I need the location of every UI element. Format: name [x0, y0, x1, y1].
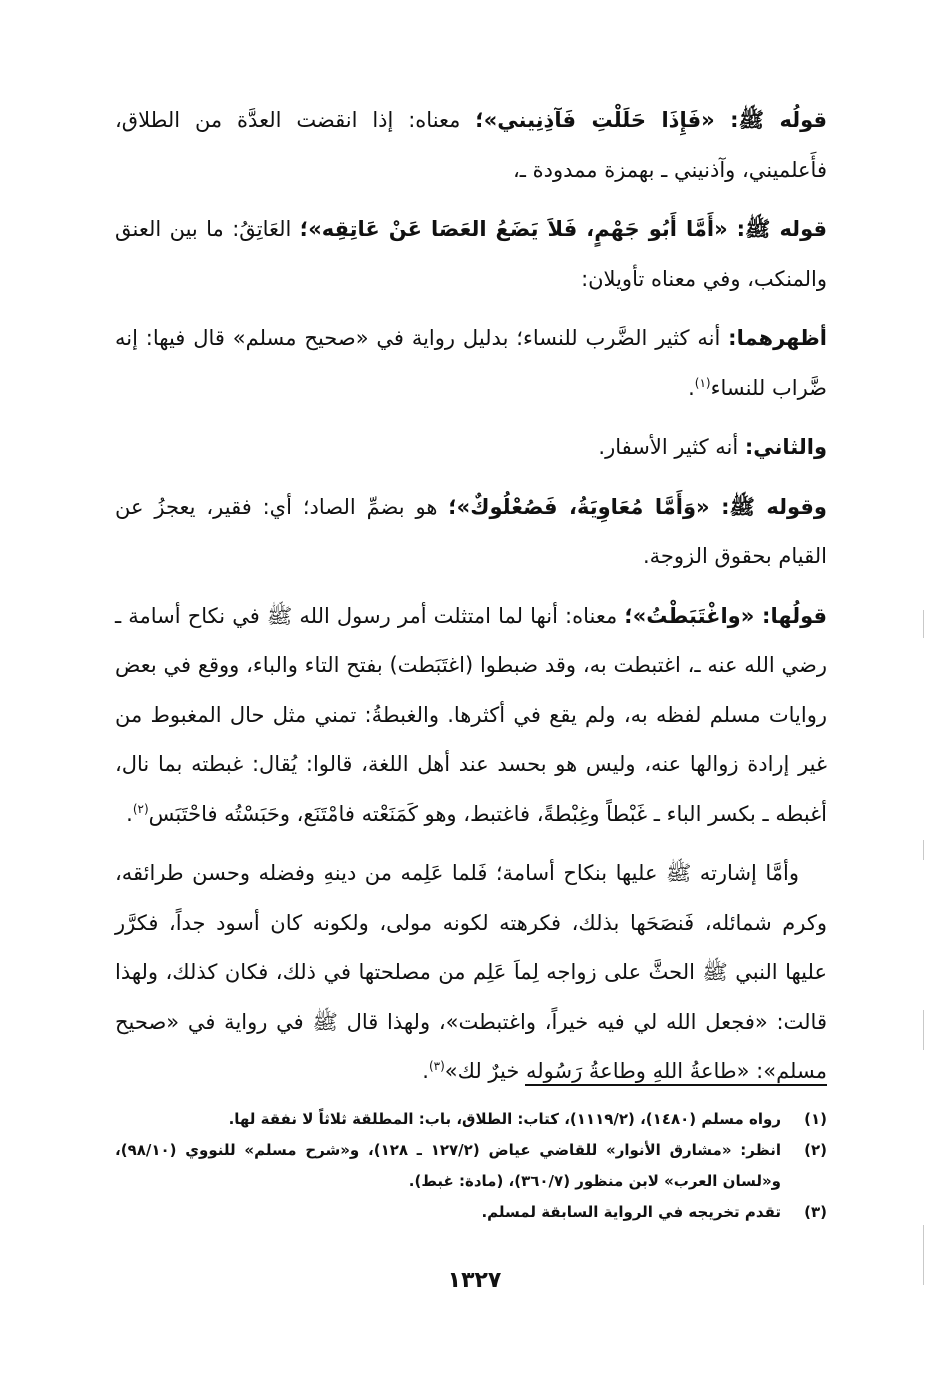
paragraph-6-tail: . — [126, 801, 133, 826]
scan-edge-mark — [923, 610, 924, 638]
footnote-3-text: تقدم تخريجه في الرواية السابقة لمسلم. — [481, 1203, 781, 1221]
page-number: ١٣٢٧ — [447, 1268, 502, 1293]
paragraph-3-lead: أظهرهما: — [728, 326, 827, 350]
footnote-1-number: (١) — [804, 1110, 827, 1128]
paragraph-3-tail: . — [688, 375, 695, 400]
footnotes — [115, 1104, 827, 1228]
paragraph-6-text: معناه: أنها لما امتثلت أمر رسول الله ﷺ في نكاح أسامة ـ رضي الله عنه ـ، اغتبطت به، وقد ضبطوا (اغتَبَطت) بفتح التاء والباء، ووقع في بعض روايات مسلم لفظه به، ولم يقع في أكثرها. والغبطةُ: تمني مثل حال المغبوط من غير إرادة زوالها عنه، وليس هو بحسد عند أهل اللغة، قالوا: يُقال: غبطته بما نال، أغبطه ـ بكسر الباء ـ غَبْطاً وغِبْطةً، فاغتبط، وهو كَمَنَعْته فامْتَنَع، وحَبَسْتُه فاحْتَبَس — [115, 603, 827, 826]
paragraph-7-tail: . — [422, 1059, 429, 1083]
footnote-2-text: انظر: «مشارق الأنوار» للقاضي عياض (١٢٧/٢ ـ ١٢٨)، و«شرح مسلم» للنووي (٩٨/١٠)، و«لسان العرب» لابن منظور (٣٦٠/٧)، (مادة: غبط). — [115, 1141, 782, 1190]
footnote-separator — [525, 1084, 827, 1086]
paragraph-7 — [115, 849, 827, 1097]
paragraph-6-lead: قولُها: «واغْتَبَطْتُ»؛ — [624, 603, 827, 628]
paragraph-3-text: أنه كثير الضَّرب للنساء؛ بدليل رواية في «صحيح مسلم» قال فيها: إنه ضَّراب للنساء — [115, 326, 827, 400]
scan-edge-mark — [923, 840, 924, 860]
footnote-3 — [115, 1197, 827, 1228]
paragraph-5 — [115, 483, 827, 582]
paragraph-4-text: أنه كثير الأسفار. — [598, 435, 745, 459]
paragraph-5-text: هو بضمِّ الصاد؛ أي: فقير، يعجزُ عن القيام بحقوق الزوجة. — [115, 494, 827, 568]
footnote-2-number: (٢) — [804, 1141, 827, 1159]
footnote-1-text: رواه مسلم (١٤٨٠)، (١١١٩/٢)، كتاب: الطلاق، باب: المطلقة ثلاثاً لا نفقة لها. — [228, 1110, 781, 1128]
paragraph-3 — [115, 314, 827, 413]
footnote-3-number: (٣) — [804, 1203, 827, 1221]
paragraph-1-lead: قولُه ﷺ: «فَإِذَا حَلَلْتِ فَآذِنِيني»؛ — [475, 108, 827, 132]
paragraph-4-lead: والثاني: — [744, 435, 827, 459]
paragraph-2 — [115, 205, 827, 304]
footnote-ref-2: (٢) — [132, 801, 149, 816]
footnote-ref-3: (٣) — [428, 1059, 445, 1073]
paragraph-2-lead: قوله ﷺ: «أَمَّا أَبُو جَهْمٍ، فَلاَ يَضَعُ العَصَا عَنْ عَاتِقِه»؛ — [299, 217, 827, 241]
footnote-2 — [115, 1135, 827, 1197]
paragraph-1 — [115, 96, 827, 195]
paragraph-1-text: معناه: إذا انقضت العدَّة من الطلاق، فأَعلميني، وآذنيني ـ بهمزة ممدودة ـ، — [115, 108, 827, 182]
main-text — [115, 96, 827, 1107]
scan-edge-mark — [923, 1010, 924, 1050]
paragraph-5-lead: وقوله ﷺ: «وَأَمَّا مُعَاوِيَةُ، فَصُعْلُوكٌ»؛ — [448, 494, 827, 519]
footnote-1 — [115, 1104, 827, 1135]
paragraph-4 — [115, 423, 827, 473]
paragraph-6 — [115, 592, 827, 840]
scan-edge-mark — [923, 1225, 924, 1285]
footnote-ref-1: (١) — [694, 375, 711, 390]
paragraph-7-text: وأمَّا إشارته ﷺ عليها بنكاح أسامة؛ فَلما عَلِمه من دينهِ وفضله وحسن طرائقه، وكرم شمائله، فَنصَحَها بذلك، فكرهته لكونه مولى، ولكونه كان أسود جداً، فكرَّر عليها النبي ﷺ الحثَّ على زواجه لِماَ عَلِم من مصلحتها في ذلك، فكان كذلك، ولهذا قالت: «فجعل الله لي فيه خيراً، واغتبطت»، ولهذا قال ﷺ في رواية في «صحيح مسلم»: «طاعةُ اللهِ وطاعةُ رَسُوله خيرٌ لك» — [115, 861, 827, 1083]
paragraph-2-text: العَاتِقُ: ما بين العنق والمنكب، وفي معناه تأويلان: — [115, 217, 827, 291]
